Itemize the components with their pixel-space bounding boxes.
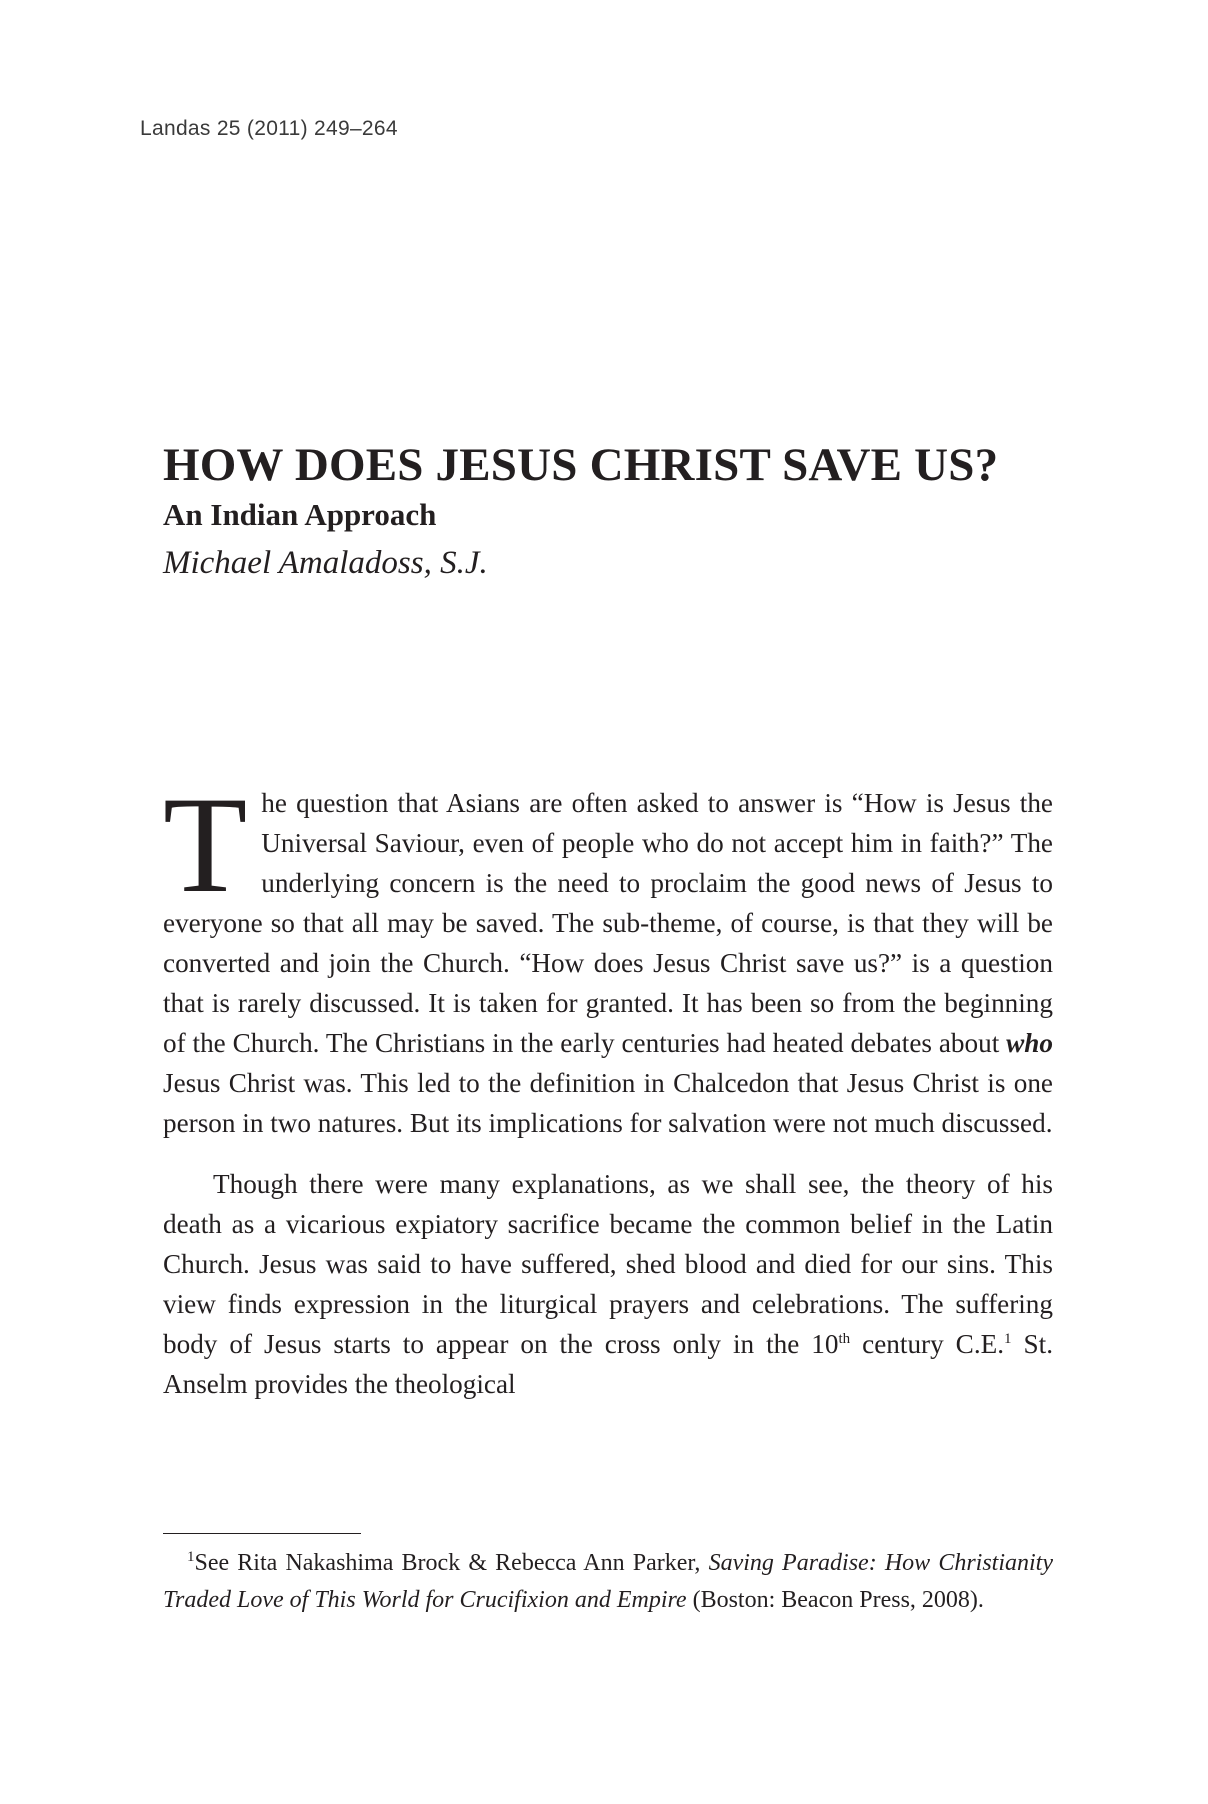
emphasized-word: who — [1006, 1028, 1053, 1058]
body-paragraph-2 — [163, 1164, 1053, 1404]
footnote-1 — [163, 1545, 1053, 1619]
footnote-text: See Rita Nakashima Brock & Rebecca Ann Parker, — [194, 1550, 709, 1576]
paragraph-text: Jesus Christ was. This led to the definition in Chalcedon that Jesus Christ is one person in two natures. But its implications for salvation were not much discussed. — [163, 1068, 1053, 1138]
ordinal-suffix: th — [838, 1330, 851, 1347]
drop-cap: T — [163, 768, 248, 921]
footnote-reference[interactable]: 1 — [1004, 1330, 1012, 1347]
paragraph-text: Though there were many explanations, as we shall see, the theory of his death as a vicarious expiatory sacrifice became the common belief in the Latin Church. Jesus was said to have suffered, shed blood and died for our sins. This view finds expression in the liturgical prayers and celebrations. The suffering body of Jesus starts to appear on the cross only in the 10 — [163, 1169, 1053, 1359]
article-author: Michael Amaladoss, S.J. — [163, 545, 488, 581]
body-paragraph-1 — [163, 768, 1053, 1143]
footnote-text: (Boston: Beacon Press, 2008). — [686, 1587, 984, 1613]
paragraph-text: he question that Asians are often asked to answer is “How is Jesus the Universal Saviour, even of people who do not accept him in faith?” The underlying concern is the need to proclaim the good news of Jesus to everyone so that all may be saved. The sub-theme, of course, is that they will be converted and join the Church. “How does Jesus Christ save us?” is a question that is rarely discussed. It is taken for granted. It has been so from the beginning of the Church. The Christians in the early centuries had heated debates about — [163, 788, 1053, 1058]
article-subtitle: An Indian Approach — [163, 497, 437, 532]
article-header — [163, 437, 1063, 583]
footnote-book-title: Saving Paradise: How Christianity Traded Love of This World for Crucifixion and Empire — [163, 1550, 1053, 1613]
footnote-divider — [163, 1533, 361, 1534]
paragraph-text: century C.E. — [850, 1329, 1005, 1359]
footnotes — [163, 1545, 1053, 1619]
running-head: Landas 25 (2011) 249–264 — [140, 117, 398, 140]
article-title: HOW DOES JESUS CHRIST SAVE US? — [163, 439, 999, 491]
paragraph-text: St. Anselm provides the theological — [163, 1329, 1053, 1399]
article-body — [163, 768, 1053, 1404]
footnote-number: 1 — [187, 1549, 195, 1565]
